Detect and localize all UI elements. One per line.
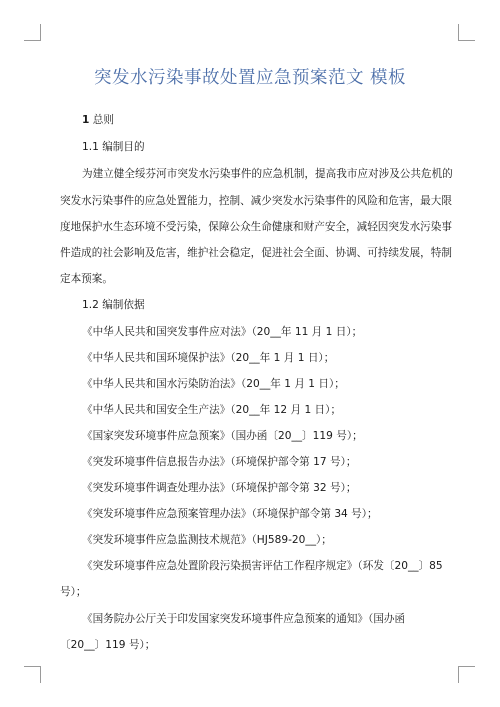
document-title: 突发水污染事故处置应急预案范文 模板 xyxy=(93,68,407,88)
paragraph-line: 突发水污染事件的应急处置能力，控制、减少突发水污染事件的风险和危害，最大限 xyxy=(60,195,452,207)
reference-item: 《中华人民共和国水污染防治法》（20__年 1 月 1 日）； xyxy=(82,378,345,390)
section-number: 1 xyxy=(82,114,90,126)
reference-item: 《国务院办公厅关于印发国家突发环境事件应急预案的通知》（国办函 xyxy=(82,613,406,625)
reference-item: 《中华人民共和国安全生产法》（20__年 12 月 1 日）； xyxy=(82,404,342,416)
reference-item: 《突发环境事件调查处理办法》（环境保护部令第 32 号）； xyxy=(82,482,357,494)
paragraph-line: 度地保护水生态环境不受污染，保障公众生命健康和财产安全，减轻因突发水污染事 xyxy=(60,221,452,233)
section-label: 总则 xyxy=(92,114,114,126)
reference-item: 《突发环境事件信息报告办法》（环境保护部令第 17 号）； xyxy=(82,456,357,468)
paragraph-line: 为建立健全绥芬河市突发水污染事件的应急机制，提高我市应对涉及公共危机的 xyxy=(82,168,453,180)
reference-item: 《突发环境事件应急预案管理办法》（环境保护部令第 34 号）； xyxy=(82,508,378,520)
reference-item: 《国家突发环境事件应急预案》（国办函〔20__〕119 号）； xyxy=(82,430,363,442)
section-heading-1 xyxy=(82,112,114,127)
reference-item-continuation: 号）； xyxy=(60,586,87,598)
reference-item: 《中华人民共和国环境保护法》（20__年 1 月 1 日）； xyxy=(82,352,335,364)
reference-item-continuation: 〔20__〕119 号）； xyxy=(60,639,156,651)
subsection-heading-1-1: 1.1 编制目的 xyxy=(82,141,145,153)
reference-item: 《突发环境事件应急监测技术规范》（HJ589-20__）； xyxy=(82,534,332,546)
paragraph-line: 定本预案。 xyxy=(60,273,113,285)
reference-item: 《中华人民共和国突发事件应对法》（20__年 11 月 1 日）； xyxy=(82,326,363,338)
paragraph-line: 件造成的社会影响及危害，维护社会稳定，促进社会全面、协调、可持续发展，特制 xyxy=(60,247,452,259)
subsection-heading-1-2: 1.2 编制依据 xyxy=(82,299,145,311)
reference-item: 《突发环境事件应急处置阶段污染损害评估工作程序规定》（环发〔20__〕85 xyxy=(82,560,443,572)
